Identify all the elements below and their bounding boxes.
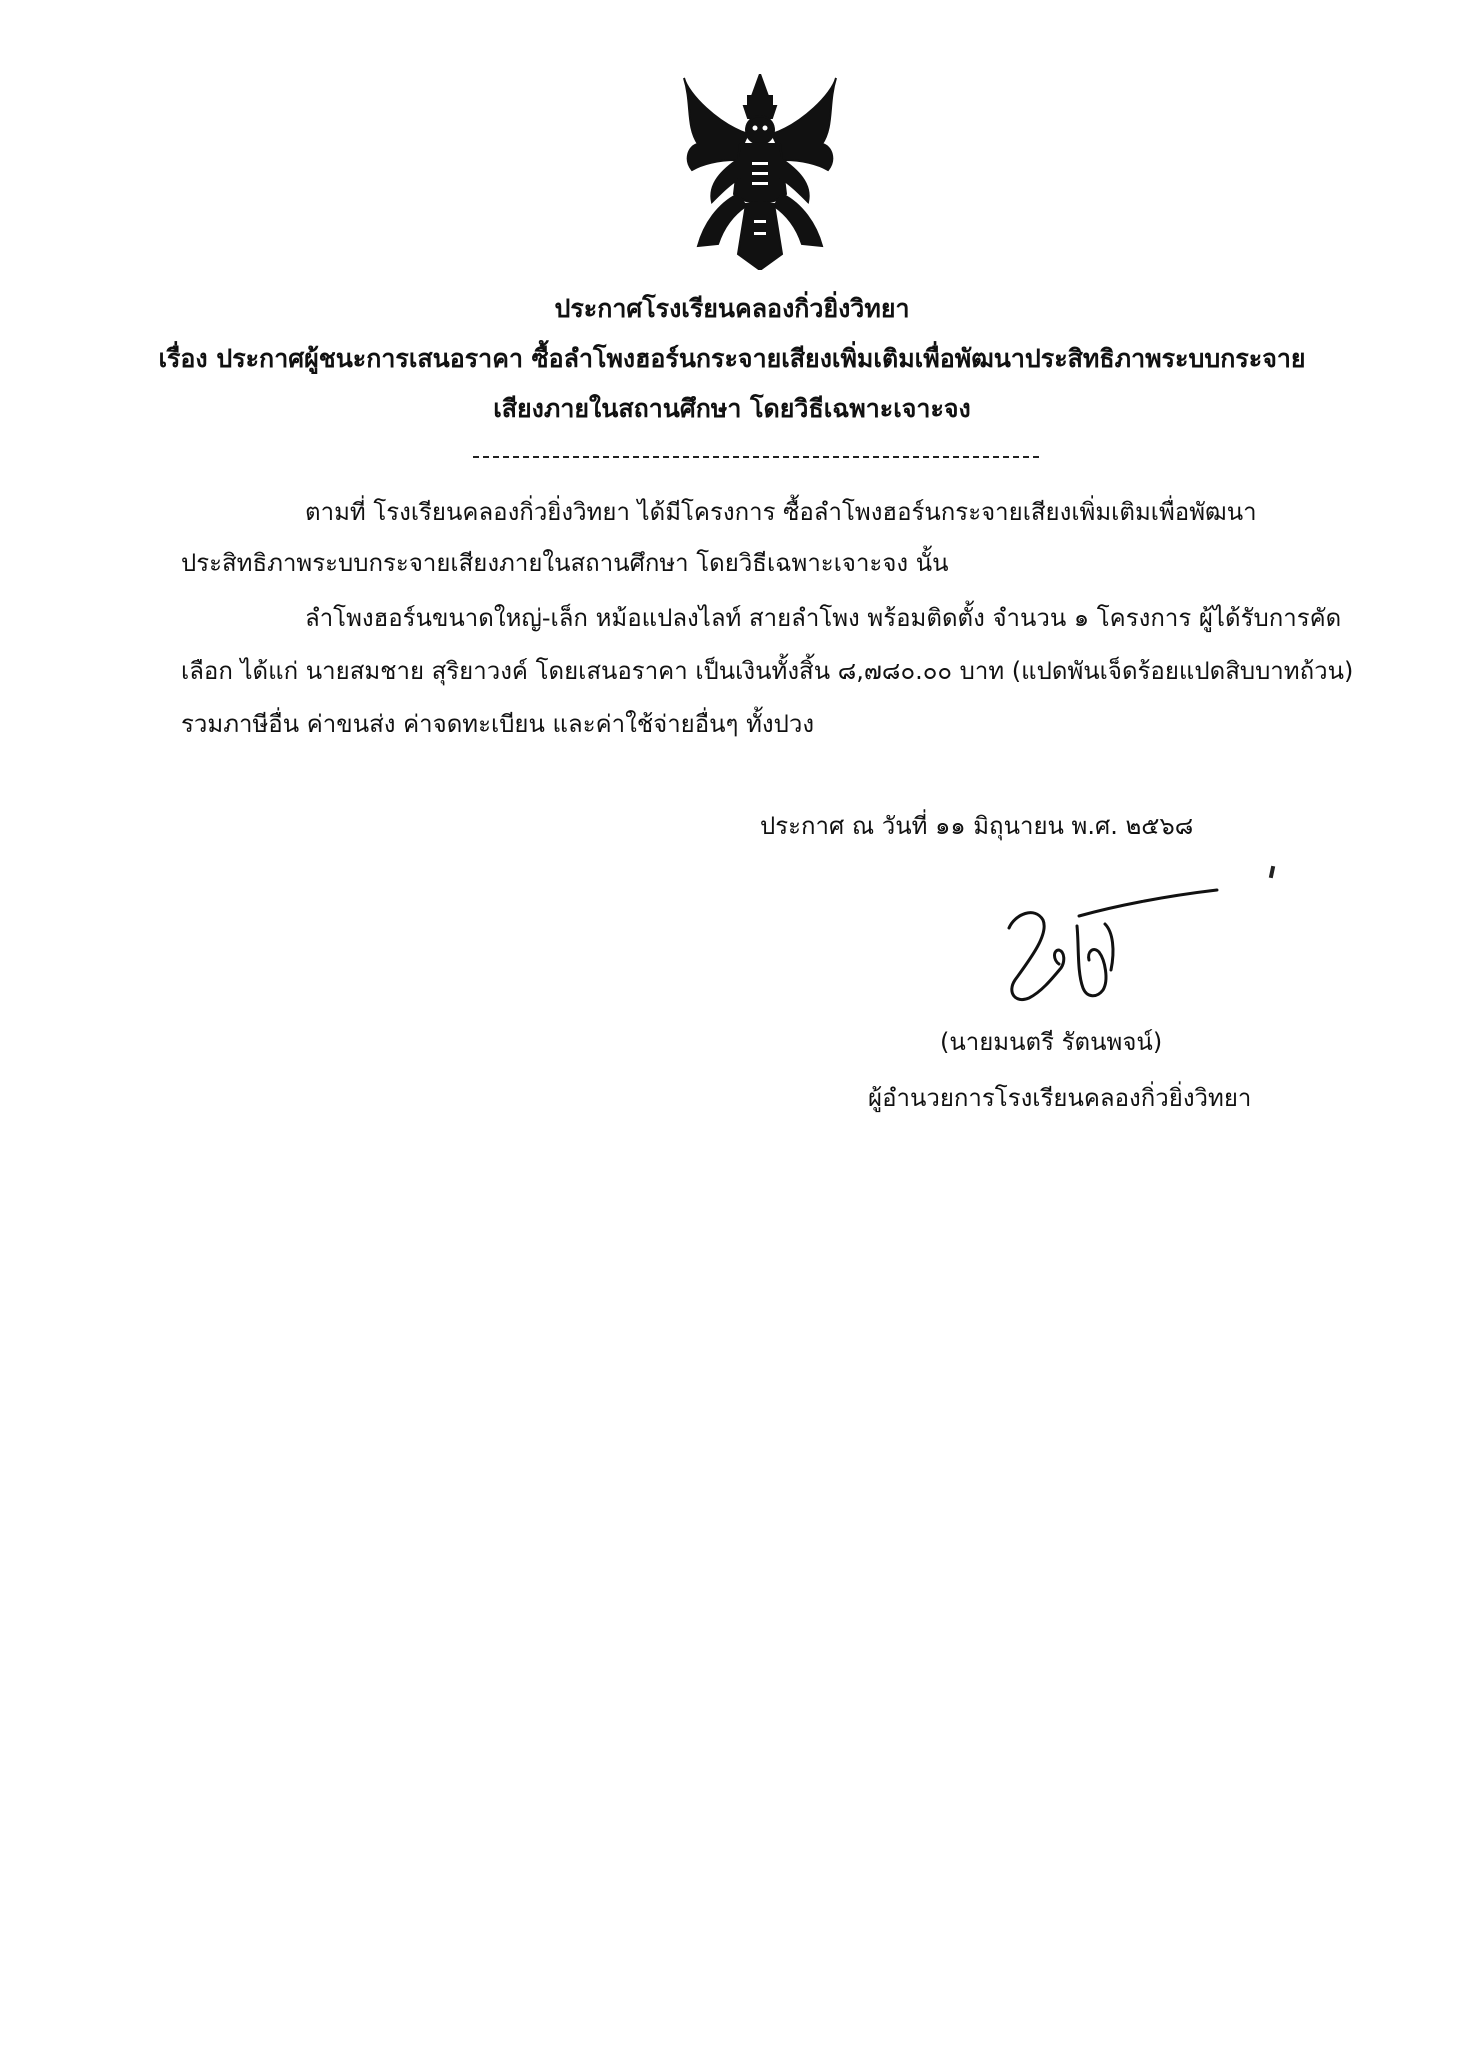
announcement-date: ประกาศ ณ วันที่ ๑๑ มิถุนายน พ.ศ. ๒๕๖๘: [760, 812, 1194, 840]
garuda-emblem-icon: [678, 74, 842, 270]
signer-name: (นายมนตรี รัตนพจน์): [940, 1028, 1163, 1056]
subject-line-1: เรื่อง ประกาศผู้ชนะการเสนอราคา ซื้อลำโพงฮอร์นกระจายเสียงเพิ่มเติมเพื่อพัฒนาประสิทธิภาพระบบกระจาย: [158, 344, 1306, 373]
handwritten-signature-icon: [995, 876, 1225, 1026]
paragraph-1-line-1: ตามที่ โรงเรียนคลองกิ่วยิ่งวิทยา ได้มีโครงการ ซื้อลำโพงฮอร์นกระจายเสียงเพิ่มเติมเพื่อพัฒนา: [305, 498, 1257, 526]
signer-position: ผู้อำนวยการโรงเรียนคลองกิ่วยิ่งวิทยา: [868, 1084, 1252, 1112]
stray-mark: [1269, 866, 1275, 879]
divider: [473, 456, 1039, 458]
announcement-title: ประกาศโรงเรียนคลองกิ่วยิ่งวิทยา: [554, 294, 910, 323]
paragraph-1-line-2: ประสิทธิภาพระบบกระจายเสียงภายในสถานศึกษา โดยวิธีเฉพาะเจาะจง นั้น: [181, 549, 949, 577]
subject-line-2: เสียงภายในสถานศึกษา โดยวิธีเฉพาะเจาะจง: [493, 394, 971, 423]
paragraph-2-line-3: รวมภาษีอื่น ค่าขนส่ง ค่าจดทะเบียน และค่าใช้จ่ายอื่นๆ ทั้งปวง: [181, 710, 815, 738]
paragraph-2-line-2: เลือก ได้แก่ นายสมชาย สุริยาวงค์ โดยเสนอราคา เป็นเงินทั้งสิ้น ๘,๗๘๐.๐๐ บาท (แปดพันเจ็ดร้อยแปดสิบบาทถ้วน): [181, 657, 1354, 685]
paragraph-2-line-1: ลำโพงฮอร์นขนาดใหญ่-เล็ก หม้อแปลงไลท์ สายลำโพง พร้อมติดตั้ง จำนวน ๑ โครงการ ผู้ได้รับการคัด: [305, 604, 1342, 632]
